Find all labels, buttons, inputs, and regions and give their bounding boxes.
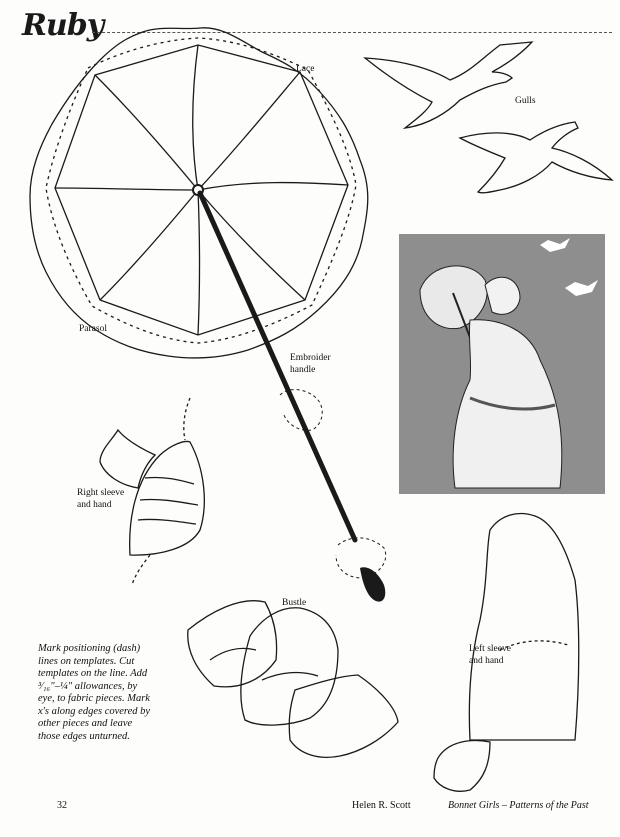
lace-label: Lace: [296, 64, 315, 74]
right-sleeve-label-line2: and hand: [77, 500, 112, 510]
instructions-line: those edges unturned.: [38, 730, 130, 742]
parasol-rib-8: [95, 75, 198, 190]
instructions-line: lines on templates. Cut: [38, 655, 135, 667]
parasol-rib-4: [198, 190, 305, 300]
instructions-line: Mark positioning (dash): [38, 643, 141, 654]
parasol-rib-1: [193, 45, 198, 190]
right-sleeve-label-line1: Right sleeve: [77, 488, 125, 498]
instructions-line: other pieces and leave: [38, 718, 133, 729]
bustle-drawing: [188, 601, 398, 758]
finished-block-photo: [399, 234, 605, 494]
right-sleeve-label: [77, 487, 124, 511]
gulls-drawing: [365, 42, 612, 193]
embroider-handle-label-line1: Embroider: [290, 353, 331, 363]
parasol-rib-5: [198, 190, 200, 335]
page-number: 32: [57, 800, 67, 811]
embroider-handle-label: [290, 352, 331, 376]
left-sleeve-label-line2: and hand: [469, 656, 504, 666]
gull-1: [365, 42, 532, 128]
instructions-line: templates on the line. Add: [38, 668, 148, 679]
left-sleeve-label: [469, 643, 511, 667]
parasol-label: Parasol: [79, 324, 107, 334]
left-sleeve-label-line1: Left sleeve: [469, 644, 511, 654]
parasol-rib-3: [198, 183, 348, 190]
embroider-handle-label-line2: handle: [290, 365, 316, 375]
parasol-rib-6: [100, 190, 198, 300]
footer-author: Helen R. Scott: [352, 800, 411, 811]
page-title: Ruby: [22, 8, 104, 43]
gulls-label: Gulls: [515, 96, 536, 106]
instructions-line: ³⁄₁₆"–¼" allowances, by: [38, 680, 138, 692]
parasol-rib-2: [198, 72, 300, 190]
gull-2: [460, 122, 612, 193]
instructions-line: eye, to fabric pieces. Mark: [38, 693, 150, 704]
instructions-line: x's along edges covered by: [38, 705, 151, 717]
footer-book-title: Bonnet Girls – Patterns of the Past: [448, 800, 589, 811]
parasol-rib-7: [55, 188, 198, 190]
bustle-label: Bustle: [282, 598, 307, 608]
pattern-instructions: [38, 643, 186, 743]
